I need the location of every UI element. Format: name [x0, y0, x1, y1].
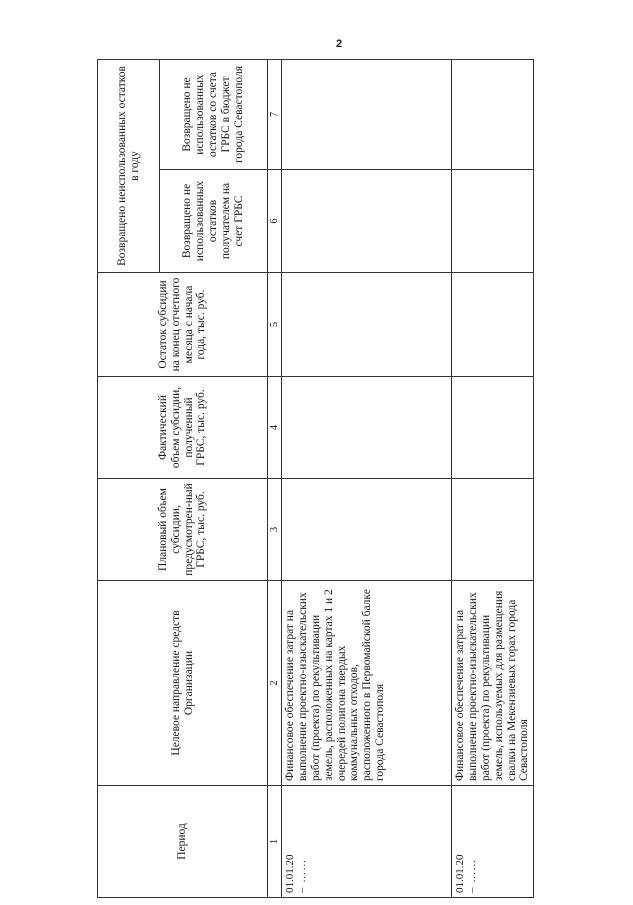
- row-returned-to-grbs: [282, 170, 452, 273]
- row-returned-to-budget: [282, 60, 452, 170]
- row-balance: [452, 273, 534, 377]
- header-returned-group: Возвращено неиспользованных остатков в году: [98, 60, 160, 273]
- page-number: 2: [336, 38, 343, 50]
- table-row: [452, 60, 534, 898]
- subsidy-report-table: [97, 59, 534, 898]
- header-period: Период: [98, 786, 268, 898]
- header-direction: Целевое направление средств Организации: [98, 581, 268, 786]
- row-balance: [282, 273, 452, 377]
- header-balance: Остаток субсидии на конец отчетного месяца с начала года, тыс. руб.: [98, 273, 268, 377]
- row-actual: [452, 377, 534, 479]
- column-number: 3: [268, 479, 282, 581]
- table-row: [282, 60, 452, 898]
- row-planned: [452, 479, 534, 581]
- header-planned: Плановый объем субсидии, предусмотрен-ный ГРБС, тыс. руб.: [98, 479, 268, 581]
- column-number: 4: [268, 377, 282, 479]
- row-returned-to-budget: [452, 60, 534, 170]
- row-period: [282, 786, 452, 898]
- column-number: 5: [268, 273, 282, 377]
- row-returned-to-grbs: [452, 170, 534, 273]
- row-direction: Финансовое обеспечение затрат на выполнение проектно-изыскательских работ (проекта) по рекультивации земель, используемых для размещения свалки на Мекензиевых горах города Севастополя: [452, 581, 534, 786]
- period-date: 01.01.20: [284, 854, 296, 893]
- row-direction: Финансовое обеспечение затрат на выполнение проектно-изыскательских работ (проекта) по рекультивации земель, расположенных на картах 1 и 2 очередей полигона твердых коммунальных отходов, расположенного в Первомайской балке города Севастополя: [282, 581, 452, 786]
- row-period: [452, 786, 534, 898]
- rotated-table-wrapper: [97, 60, 531, 898]
- header-returned-to-budget: Возвращено не использованных остатков со счета ГРБС в бюджет города Севастополя: [160, 60, 268, 170]
- period-range: – ……: [296, 858, 309, 893]
- column-number: 6: [268, 170, 282, 273]
- column-number: 7: [268, 60, 282, 170]
- table-canvas: [97, 60, 531, 898]
- period-date: 01.01.20: [454, 854, 466, 893]
- period-range: – ……: [466, 858, 479, 893]
- header-returned-to-grbs: Возвращено не использованных остатков получателем на счет ГРБС: [160, 170, 268, 273]
- header-actual: Фактический объем субсидии, полученный ГРБС, тыс. руб.: [98, 377, 268, 479]
- column-number: 2: [268, 581, 282, 786]
- column-number: 1: [268, 786, 282, 898]
- row-actual: [282, 377, 452, 479]
- row-planned: [282, 479, 452, 581]
